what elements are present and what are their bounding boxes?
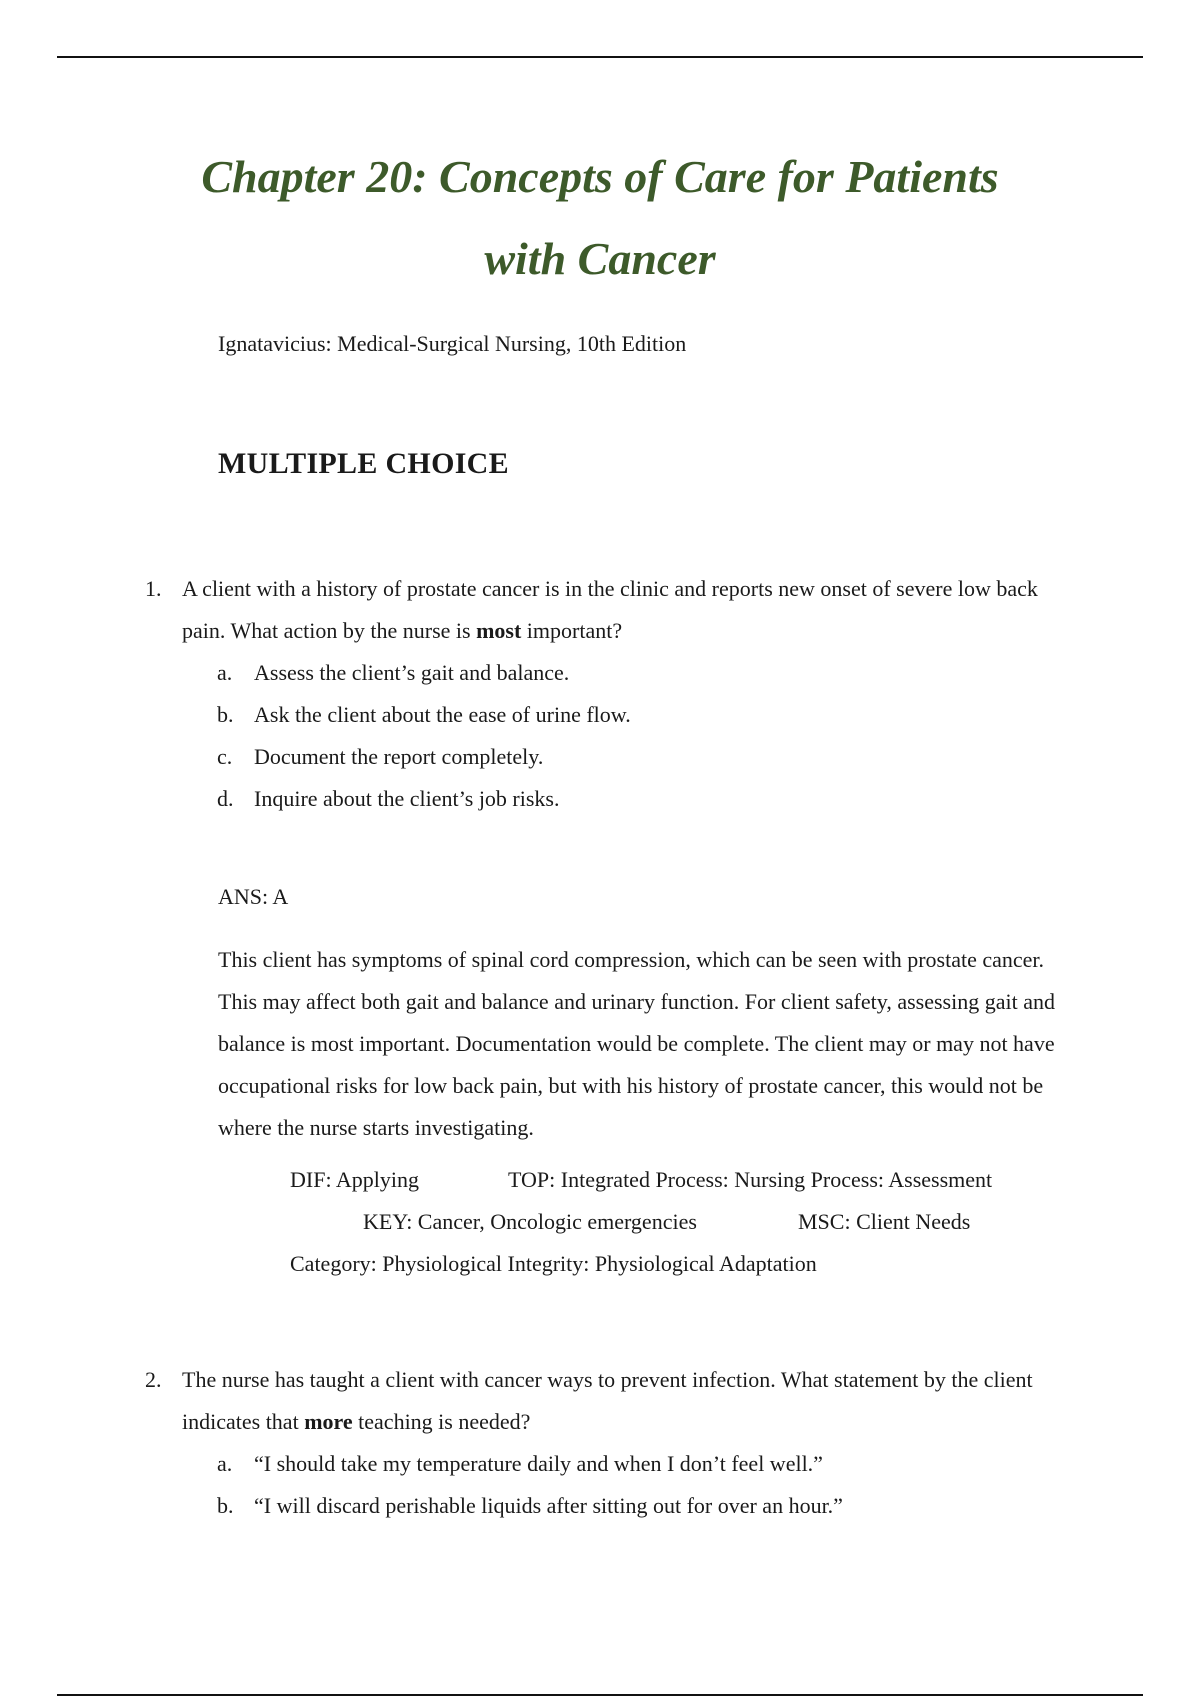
option-text: Ask the client about the ease of urine flow. (254, 702, 631, 727)
answer-options (145, 1443, 1065, 1527)
meta-topic: TOP: Integrated Process: Nursing Process: Assessment (508, 1167, 993, 1192)
question-stem-text-end: teaching is needed? (352, 1409, 531, 1434)
option-letter: b. (217, 1493, 234, 1518)
option-letter: a. (217, 1451, 233, 1476)
option-letter: b. (217, 702, 234, 727)
book-source: Ignatavicius: Medical-Surgical Nursing, 10th Edition (218, 331, 687, 356)
option-letter: c. (217, 744, 233, 769)
option-c (145, 736, 1065, 778)
bottom-rule (57, 1694, 1143, 1696)
rationale-text: This client has symptoms of spinal cord compression, which can be seen with prostate cancer. This may affect both gait and balance and urinary function. For client safety, assessing gait and balance is most important. Documentation would be complete. The client may or may not have occupational risks for low back pain, but with his history of prostate cancer, this would not be where the nurse starts investigating. (218, 947, 1055, 1140)
option-b (145, 694, 1065, 736)
answer-options (145, 652, 1065, 820)
option-letter: d. (217, 786, 234, 811)
question-stem-emphasis: most (476, 618, 522, 643)
meta-difficulty: DIF: Applying (290, 1167, 419, 1192)
question-stem-text: The nurse has taught a client with cancer ways to prevent infection. What statement by the client indicates that (182, 1367, 1033, 1434)
chapter-title-line-1: Chapter 20: Concepts of Care for Patients (201, 151, 999, 202)
question-stem (145, 1359, 1065, 1443)
option-a (145, 652, 1065, 694)
question-1 (145, 568, 1065, 820)
option-b (145, 1485, 1065, 1527)
option-d (145, 778, 1065, 820)
question-stem (145, 568, 1065, 652)
question-number: 1. (145, 576, 162, 601)
meta-key: KEY: Cancer, Oncologic emergencies (363, 1209, 697, 1234)
chapter-title-line-2: with Cancer (484, 233, 716, 284)
answer-block-1 (218, 883, 1068, 1149)
section-heading: MULTIPLE CHOICE (218, 447, 509, 480)
question-stem-text: A client with a history of prostate cancer is in the clinic and reports new onset of severe low back pain. What action by the nurse is (182, 576, 1038, 643)
question-stem-emphasis: more (304, 1409, 353, 1434)
answer-key: ANS: A (218, 884, 289, 909)
meta-msc: MSC: Client Needs (798, 1209, 971, 1234)
question-stem-text-end: important? (521, 618, 623, 643)
option-text: “I will discard perishable liquids after sitting out for over an hour.” (254, 1493, 843, 1518)
option-text: “I should take my temperature daily and when I don’t feel well.” (254, 1451, 823, 1476)
question-2 (145, 1359, 1065, 1527)
meta-category: Category: Physiological Integrity: Physiological Adaptation (290, 1251, 817, 1276)
option-text: Document the report completely. (254, 744, 544, 769)
option-text: Inquire about the client’s job risks. (254, 786, 560, 811)
option-letter: a. (217, 660, 233, 685)
top-rule (57, 56, 1143, 58)
option-text: Assess the client’s gait and balance. (254, 660, 570, 685)
option-a (145, 1443, 1065, 1485)
chapter-title (0, 136, 1200, 300)
question-number: 2. (145, 1367, 162, 1392)
